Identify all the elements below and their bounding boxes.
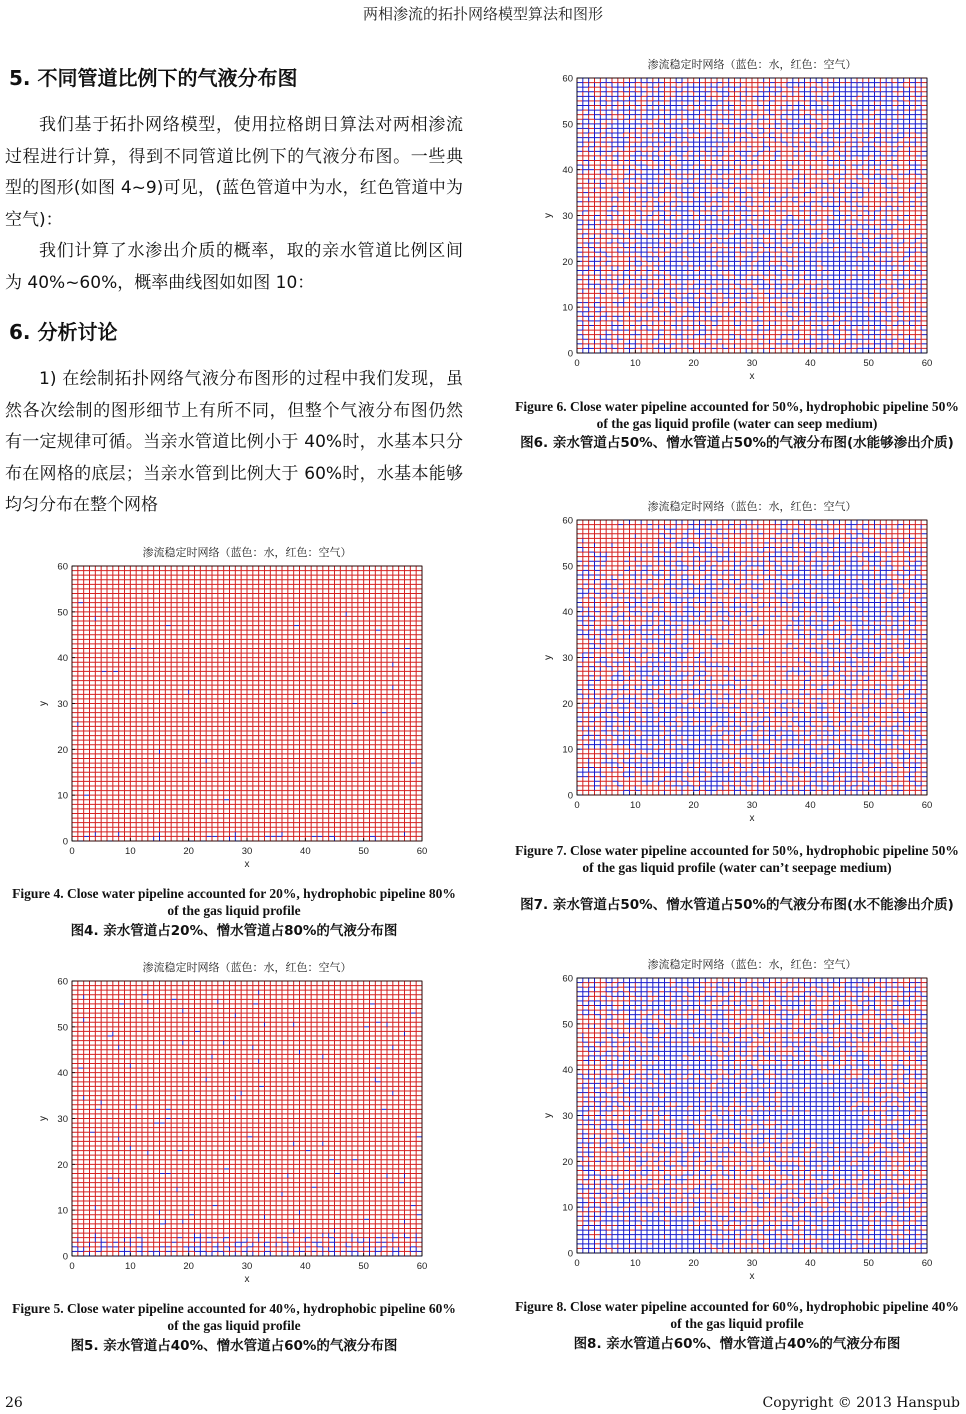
- y-tick-label: 20: [562, 256, 573, 268]
- plot-title: 渗流稳定时网络（蓝色：水，红色：空气）: [142, 547, 352, 559]
- figure-4: [30, 538, 440, 870]
- y-tick-label: 30: [57, 699, 68, 710]
- x-tick-label: 30: [241, 846, 253, 857]
- y-tick-label: 60: [57, 561, 68, 573]
- y-tick-label: 50: [57, 607, 68, 619]
- y-tick-label: 40: [562, 165, 573, 177]
- figure-5: [30, 953, 440, 1285]
- x-tick-label: 0: [69, 1261, 75, 1272]
- y-tick-label: 10: [57, 1205, 68, 1217]
- y-tick-label: 10: [57, 790, 68, 802]
- x-tick-label: 50: [358, 1261, 369, 1272]
- figure-7-plot: [535, 492, 945, 824]
- x-tick-label: 20: [183, 1261, 194, 1272]
- figure-4-caption-cn: 图4. 亲水管道占20%、憎水管道占80%的气液分布图: [70, 923, 398, 939]
- section-6-paragraph-1: 1) 在绘制拓扑网络气液分布图形的过程中我们发现，虽然各次绘制的图形细节上有所不同，但整个气液分布图仍然有一定规律可循。当亲水管道比例小于 40%时，水基本只分布在网格的底层；当亲水管到比例大于 60%时，水基本能够均匀分布在整个网格: [5, 369, 463, 515]
- y-axis-label: y: [38, 1116, 49, 1121]
- y-tick-label: 0: [567, 348, 573, 360]
- x-tick-label: 0: [574, 358, 580, 369]
- figure-7: [535, 492, 945, 824]
- plot-title: 渗流稳定时网络（蓝色：水，红色：空气）: [647, 59, 857, 71]
- x-tick-label: 10: [125, 1261, 136, 1272]
- figure-4-plot: [30, 538, 440, 870]
- plot-title: 渗流稳定时网络（蓝色：水，红色：空气）: [142, 962, 352, 974]
- y-tick-label: 20: [57, 1159, 68, 1171]
- figure-6-plot: [535, 50, 945, 382]
- y-tick-label: 0: [62, 1251, 68, 1263]
- y-tick-label: 60: [57, 976, 68, 988]
- y-tick-label: 10: [562, 302, 573, 314]
- x-axis-label: x: [244, 859, 250, 870]
- x-tick-label: 10: [630, 358, 641, 369]
- x-tick-label: 0: [69, 846, 75, 857]
- figure-5-plot: [30, 953, 440, 1285]
- y-tick-label: 30: [562, 211, 573, 222]
- y-axis-label: y: [38, 701, 49, 706]
- y-tick-label: 60: [562, 73, 573, 85]
- y-tick-label: 40: [57, 653, 68, 665]
- y-tick-label: 20: [57, 744, 68, 756]
- x-axis-label: x: [749, 371, 755, 382]
- x-tick-label: 40: [300, 1261, 311, 1272]
- figure-6: [535, 50, 945, 382]
- x-tick-label: 50: [863, 358, 874, 369]
- x-tick-label: 30: [746, 358, 758, 369]
- section-5-paragraph-2: 我们计算了水渗出介质的概率，取的亲水管道比例区间为 40%~60%，概率曲线图如如图 10：: [5, 241, 463, 293]
- y-tick-label: 40: [57, 1068, 68, 1080]
- y-axis-label: y: [543, 213, 554, 218]
- x-axis-label: x: [244, 1274, 250, 1285]
- x-tick-label: 20: [688, 358, 699, 369]
- figure-6-caption-cn: 图6. 亲水管道占50%、憎水管道占50%的气液分布图(水能够渗出介质): [520, 435, 954, 451]
- y-tick-label: 50: [562, 119, 573, 131]
- section-5-body: [5, 110, 463, 299]
- running-header: 两相渗流的拓扑网络模型算法和图形: [362, 5, 603, 23]
- section-5-paragraph-1: 我们基于拓扑网络模型，使用拉格朗日算法对两相渗流过程进行计算，得到不同管道比例下的气液分布图。一些典型的图形(如图 4~9)可见，(蓝色管道中为水，红色管道中为空气)：: [5, 115, 463, 230]
- figure-5-caption-en: Figure 5. Close water pipeline accounted for 40%, hydrophobic pipeline 60% of the gas liquid profile: [12, 1301, 456, 1333]
- figure-4-caption-en: Figure 4. Close water pipeline accounted for 20%, hydrophobic pipeline 80% of the gas liquid profile: [12, 886, 456, 918]
- figure-6-caption-en: Figure 6. Close water pipeline accounted for 50%, hydrophobic pipeline 50% of the gas liquid profile (water can seep medium): [515, 399, 959, 431]
- section-6-body: [5, 364, 463, 522]
- x-tick-label: 20: [183, 846, 194, 857]
- vertical-pipes: [72, 981, 422, 1256]
- x-tick-label: 30: [241, 1261, 253, 1272]
- x-tick-label: 40: [805, 358, 816, 369]
- vertical-pipes: [72, 566, 422, 841]
- x-tick-label: 40: [300, 846, 311, 857]
- section-5-heading: 5. 不同管道比例下的气液分布图: [9, 66, 298, 90]
- x-tick-label: 60: [921, 358, 933, 369]
- x-tick-label: 50: [358, 846, 369, 857]
- y-tick-label: 0: [62, 836, 68, 848]
- x-tick-label: 60: [416, 846, 428, 857]
- section-6-heading: 6. 分析讨论: [9, 320, 118, 344]
- figure-5-caption-cn: 图5. 亲水管道占40%、憎水管道占60%的气液分布图: [70, 1338, 398, 1354]
- x-tick-label: 60: [416, 1261, 428, 1272]
- y-tick-label: 30: [57, 1114, 68, 1125]
- vertical-pipes: [577, 78, 927, 353]
- x-tick-label: 10: [125, 846, 136, 857]
- y-tick-label: 50: [57, 1022, 68, 1034]
